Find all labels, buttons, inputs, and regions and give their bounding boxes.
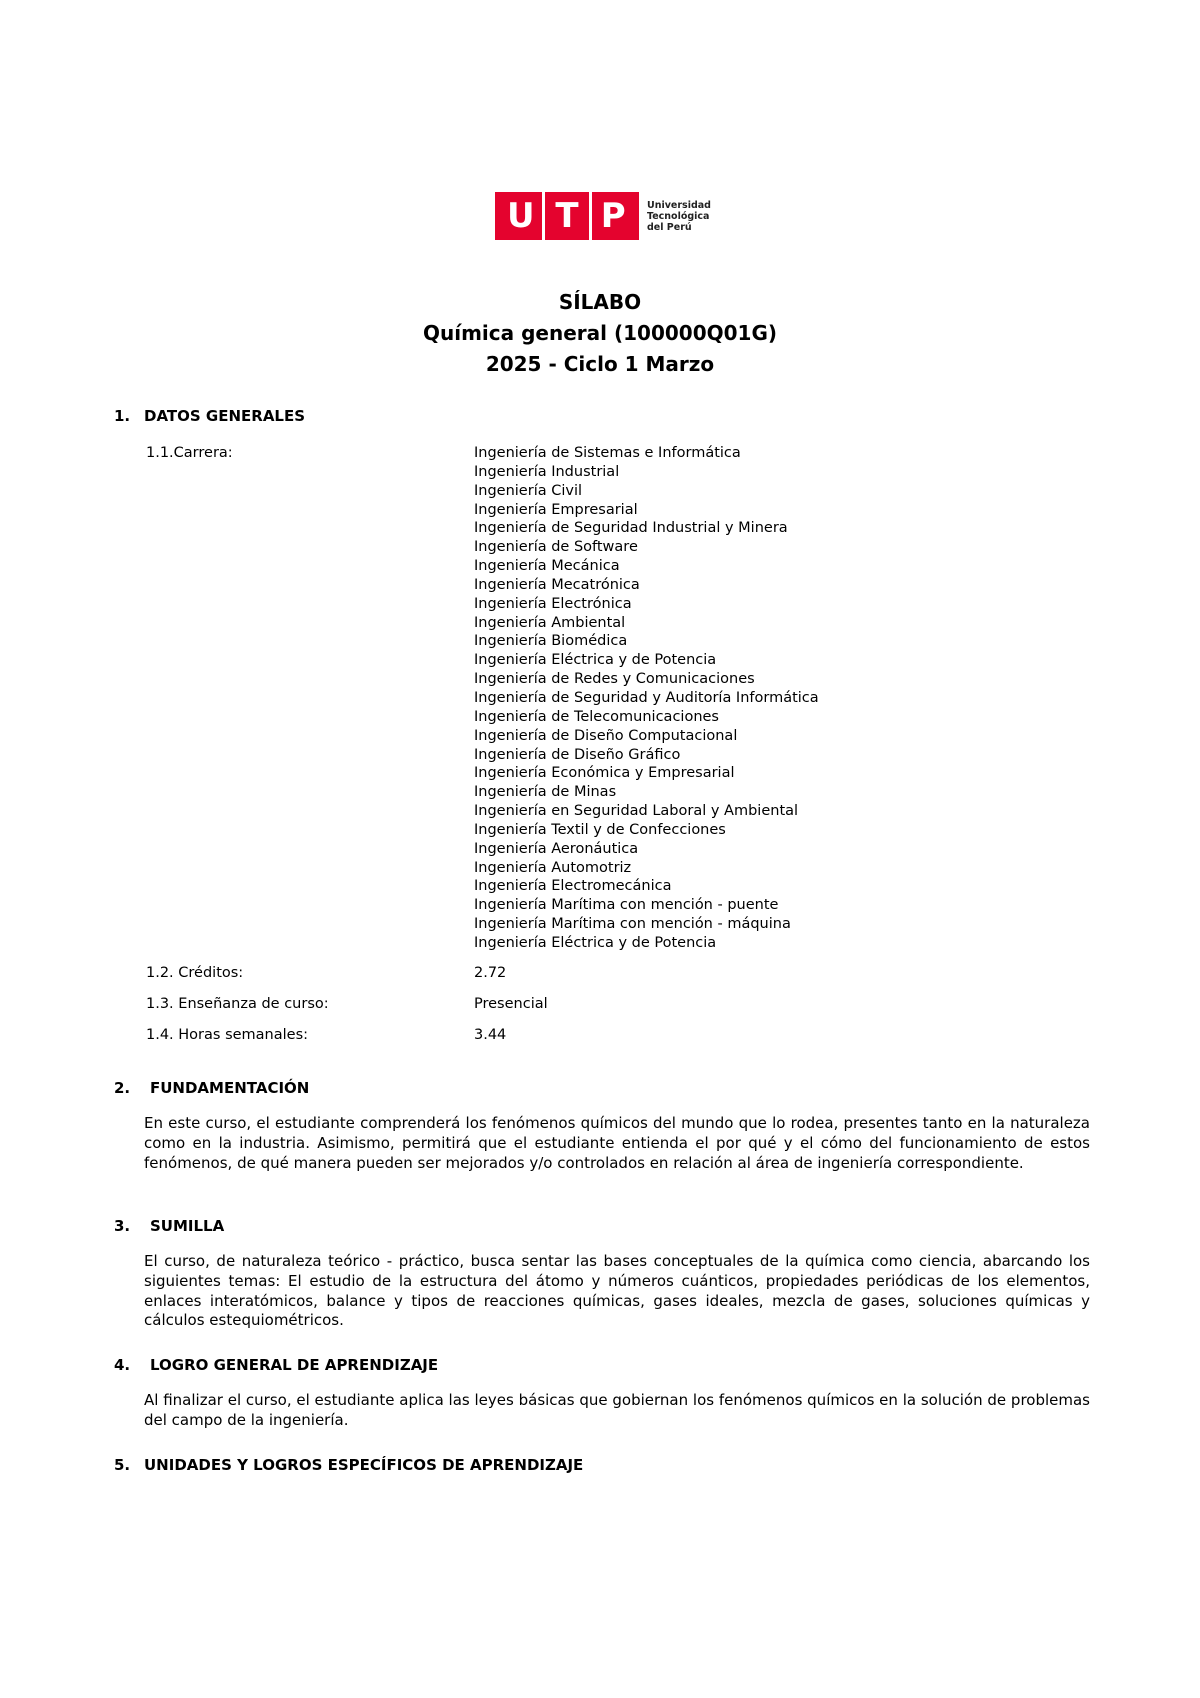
carrera-item: Ingeniería de Minas xyxy=(474,784,617,801)
utp-logo xyxy=(495,191,711,241)
section-heading-logro-general xyxy=(114,1355,438,1375)
carrera-item: Ingeniería Eléctrica y de Potencia xyxy=(474,934,717,951)
utp-logo-mark xyxy=(495,192,639,240)
logo-letter-u: U xyxy=(506,196,535,236)
carrera-item: Ingeniería Mecatrónica xyxy=(474,576,640,593)
horas-label: 1.4. Horas semanales: xyxy=(146,1027,309,1043)
carrera-item: Ingeniería de Redes y Comunicaciones xyxy=(474,671,755,688)
section-heading-sumilla xyxy=(114,1216,224,1236)
carrera-item: Ingeniería Textil y de Confecciones xyxy=(474,821,726,838)
carrera-item: Ingeniería de Software xyxy=(474,539,638,556)
logo-text-line: del Perú xyxy=(647,221,692,233)
horas-value: 3.44 xyxy=(474,1027,507,1043)
section-number: 5. xyxy=(114,1456,131,1474)
carrera-item: Ingeniería Civil xyxy=(474,482,583,499)
carrera-item: Ingeniería de Seguridad Industrial y Minera xyxy=(474,520,788,537)
carrera-item: Ingeniería Ambiental xyxy=(474,614,626,631)
carrera-item: Ingeniería Electrónica xyxy=(474,595,632,612)
sumilla-text: El curso, de naturaleza teórico - práctico, busca sentar las bases conceptuales de la química como ciencia, abarcando los siguientes temas: El estudio de la estructura del átomo y números cuánticos, propiedades periódicas de los elementos, enlaces interatómicos, balance y tipos de reacciones químicas, gases ideales, mezcla de gases, soluciones químicas y cálculos estequiométricos. xyxy=(144,1252,1090,1330)
logo-divider xyxy=(589,192,592,240)
carrera-item: Ingeniería de Seguridad y Auditoría Informática xyxy=(474,689,819,706)
logo-text-line: Universidad xyxy=(647,199,711,211)
carrera-item: Ingeniería Marítima con mención - máquina xyxy=(474,916,791,933)
carrera-item: Ingeniería Empresarial xyxy=(474,501,638,518)
carrera-item: Ingeniería Automotriz xyxy=(474,859,632,876)
section-number: 2. xyxy=(114,1079,131,1097)
carrera-item: Ingeniería Industrial xyxy=(474,463,620,480)
carrera-item: Ingeniería en Seguridad Laboral y Ambiental xyxy=(474,803,799,820)
ensenanza-value: Presencial xyxy=(474,996,548,1012)
carrera-item: Ingeniería de Telecomunicaciones xyxy=(474,708,719,725)
section-heading-unidades xyxy=(114,1455,583,1475)
section-number: 3. xyxy=(114,1217,131,1235)
section-title: FUNDAMENTACIÓN xyxy=(150,1079,310,1097)
carrera-label: 1.1.Carrera: xyxy=(146,445,233,461)
carrera-item: Ingeniería Electromecánica xyxy=(474,878,672,895)
title-cycle: 2025 - Ciclo 1 Marzo xyxy=(485,352,715,376)
section-title: LOGRO GENERAL DE APRENDIZAJE xyxy=(150,1356,439,1374)
carrera-list xyxy=(474,444,819,953)
carrera-item: Ingeniería Económica y Empresarial xyxy=(474,765,735,782)
section-heading-fundamentacion xyxy=(114,1078,309,1098)
logro-text: Al finalizar el curso, el estudiante aplica las leyes básicas que gobiernan los fenómenos químicos en la solución de problemas del campo de la ingeniería. xyxy=(144,1391,1090,1429)
logo-divider xyxy=(542,192,545,240)
section-title: UNIDADES Y LOGROS ESPECÍFICOS DE APRENDIZAJE xyxy=(144,1456,584,1474)
creditos-label: 1.2. Créditos: xyxy=(146,965,244,981)
carrera-item: Ingeniería de Diseño Computacional xyxy=(474,727,738,744)
ensenanza-label: 1.3. Enseñanza de curso: xyxy=(146,996,329,1012)
logo-wordmark xyxy=(647,200,711,233)
creditos-value: 2.72 xyxy=(474,965,507,981)
logo-letter-t: T xyxy=(555,196,579,236)
title-course: Química general (100000Q01G) xyxy=(423,321,777,345)
section-heading-datos-generales xyxy=(114,406,305,426)
carrera-item: Ingeniería Aeronáutica xyxy=(474,840,639,857)
carrera-item: Ingeniería de Sistemas e Informática xyxy=(474,445,741,461)
logo-letter-p: P xyxy=(600,196,626,236)
carrera-item: Ingeniería Eléctrica y de Potencia xyxy=(474,652,717,669)
carrera-item: Ingeniería de Diseño Gráfico xyxy=(474,746,681,763)
section-title: DATOS GENERALES xyxy=(144,407,306,425)
section-number: 4. xyxy=(114,1356,131,1374)
carrera-item: Ingeniería Mecánica xyxy=(474,558,620,575)
document-title xyxy=(0,287,1200,380)
section-number: 1. xyxy=(114,407,131,425)
section-title: SUMILLA xyxy=(150,1217,225,1235)
title-silabo: SÍLABO xyxy=(558,290,642,314)
fundamentacion-text: En este curso, el estudiante comprenderá los fenómenos químicos del mundo que lo rodea, presentes tanto en la naturaleza como en la industria. Asimismo, permitirá que el estudiante entienda el por qué y el cómo del funcionamiento de estos fenómenos, de qué manera pueden ser mejorados y/o controlados en relación al área de ingeniería correspondiente. xyxy=(144,1114,1090,1172)
logo-text-line: Tecnológica xyxy=(647,210,710,222)
carrera-item: Ingeniería Marítima con mención - puente xyxy=(474,897,779,914)
carrera-item: Ingeniería Biomédica xyxy=(474,633,628,650)
